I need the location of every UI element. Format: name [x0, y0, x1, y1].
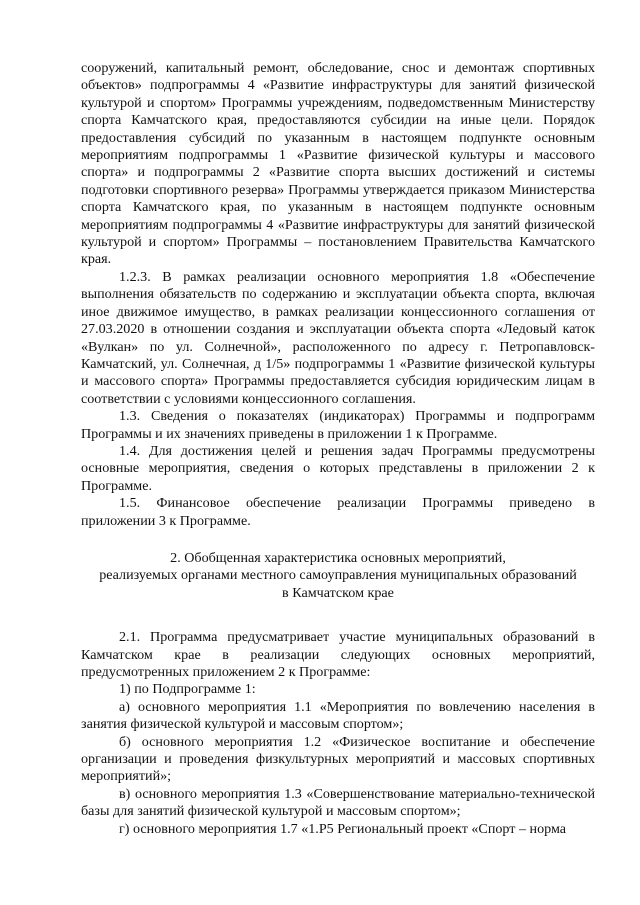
list-item-a: а) основного мероприятия 1.1 «Мероприятия по вовлечению населения в занятия физической культурой и массовым спортом»; [81, 698, 595, 733]
section-2-heading [81, 550, 595, 602]
section-2-heading-line-1: 2. Обобщенная характеристика основных мероприятий, [170, 549, 506, 566]
section-2-heading-line-3: в Камчатском крае [282, 584, 394, 601]
document-page [81, 60, 595, 838]
section-2-heading-line-2: реализуемых органами местного самоуправления муниципальных образований [99, 567, 577, 584]
paragraph-subsidies-continuation: сооружений, капитальный ремонт, обследование, снос и демонтаж спортивных объектов» подпрограммы 4 «Развитие инфраструктуры для занятий физической культурой и спортом» Программы учреждениям, подведомственным Министерству спорта Камчатского края, предоставляются субсидии на иные цели. Порядок предоставления субсидий по указанным в настоящем подпункте основным мероприятиям подпрограммы 1 «Развитие физической культуры и массового спорта» и подпрограммы 2 «Развитие спорта высших достижений и системы подготовки спортивного резерва» Программы утверждается приказом Министерства спорта Камчатского края, по указанным в настоящем подпункте основным мероприятиям подпрограммы 4 «Развитие инфраструктуры для занятий физической культурой и спортом» Программы – постановлением Правительства Камчатского края. [81, 60, 595, 268]
list-item-d: г) основного мероприятия 1.7 «1.Р5 Региональный проект «Спорт – норма [119, 820, 567, 837]
paragraph-1-2-3: 1.2.3. В рамках реализации основного мероприятия 1.8 «Обеспечение выполнения обязательств по содержанию и эксплуатации объекта спорта, включая иное движимое имущество, в рамках реализации концессионного соглашения от 27.03.2020 в отношении создания и эксплуатации объекта спорта «Ледовый каток «Вулкан» по ул. Солнечной», расположенного по адресу г. Петропавловск-Камчатский, ул. Солнечная, д 1/5» подпрограммы 1 «Развитие физической культуры и массового спорта» Программы предоставляется субсидия юридическим лицам в соответствии с условиями концессионного соглашения. [81, 268, 595, 407]
list-item-b: б) основного мероприятия 1.2 «Физическое воспитание и обеспечение организации и проведения физкультурных мероприятий и массовых спортивных мероприятий»; [81, 733, 595, 785]
paragraph-1-3: 1.3. Сведения о показателях (индикаторах) Программы и подпрограмм Программы и их значениях приведены в приложении 1 к Программе. [81, 408, 595, 442]
paragraph-2-1: 2.1. Программа предусматривает участие муниципальных образований в Камчатском крае в реализации следующих основных мероприятий, предусмотренных приложением 2 к Программе: [81, 629, 595, 680]
list-item-c: в) основного мероприятия 1.3 «Совершенствование материально-технической базы для занятий физической культурой и массовым спортом»; [81, 785, 595, 820]
paragraph-1-5: 1.5. Финансовое обеспечение реализации Программы приведено в приложении 3 к Программе. [81, 495, 595, 529]
list-item-subprogram-1: 1) по Подпрограмме 1: [119, 681, 256, 698]
paragraph-1-4: 1.4. Для достижения целей и решения задач Программы предусмотрены основные мероприятия, сведения о которых представлены в приложении 2 к Программе. [81, 442, 595, 494]
